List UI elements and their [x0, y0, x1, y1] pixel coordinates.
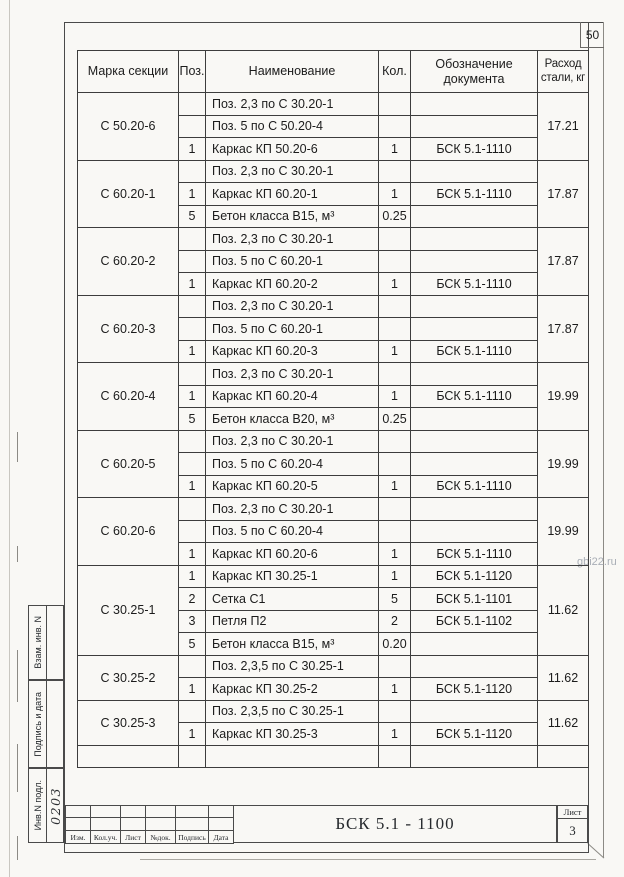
pos-cell: 5	[179, 205, 206, 228]
table-row	[78, 93, 589, 116]
pos-cell: 1	[179, 723, 206, 746]
pos-cell	[179, 453, 206, 476]
mark-cell: С 30.25-3	[78, 700, 179, 745]
empty-cell	[78, 745, 179, 768]
doc-cell	[411, 520, 538, 543]
qty-cell: 0.25	[379, 205, 411, 228]
page-edge-dash-3	[17, 650, 18, 702]
doc-cell: БСК 5.1-1120	[411, 723, 538, 746]
steel-cell: 17.87	[538, 160, 589, 228]
stamp-label: Инв.N подл.	[32, 780, 43, 831]
stamp-label-cell	[29, 769, 47, 842]
pos-cell	[179, 498, 206, 521]
table-row	[78, 498, 589, 521]
steel-cell: 11.62	[538, 700, 589, 745]
page-edge-dash-2	[17, 546, 18, 562]
doc-cell: БСК 5.1-1120	[411, 565, 538, 588]
stamp-label: Подпись и дата	[32, 691, 43, 757]
name-cell: Поз. 2,3,5 по С 30.25-1	[206, 655, 379, 678]
header-name: Наименование	[206, 51, 379, 93]
header-steel: Расход стали, кг	[538, 51, 589, 93]
page-edge-right	[603, 22, 604, 858]
doc-cell	[411, 160, 538, 183]
name-cell: Каркас КП 60.20-3	[206, 340, 379, 363]
qty-cell	[379, 115, 411, 138]
spec-table-body	[78, 93, 589, 768]
pos-cell: 1	[179, 340, 206, 363]
pos-cell	[179, 318, 206, 341]
doc-cell	[411, 430, 538, 453]
stamp-label: Взам. инв. N	[32, 616, 43, 669]
qty-cell: 1	[379, 565, 411, 588]
revision-label: Изм.	[66, 831, 91, 844]
stamp-box-podpis	[28, 680, 64, 768]
name-cell: Поз. 5 по С 60.20-1	[206, 250, 379, 273]
pos-cell	[179, 160, 206, 183]
qty-cell	[379, 520, 411, 543]
qty-cell: 1	[379, 183, 411, 206]
name-cell: Каркас КП 60.20-1	[206, 183, 379, 206]
qty-cell: 2	[379, 610, 411, 633]
table-row-empty	[78, 745, 589, 768]
empty-cell	[538, 745, 589, 768]
qty-cell	[379, 250, 411, 273]
header-mark: Марка секции	[78, 51, 179, 93]
mark-cell: С 60.20-4	[78, 363, 179, 431]
pos-cell	[179, 115, 206, 138]
doc-cell: БСК 5.1-1110	[411, 475, 538, 498]
name-cell: Петля П2	[206, 610, 379, 633]
doc-cell	[411, 700, 538, 723]
qty-cell: 0.20	[379, 633, 411, 656]
pos-cell: 1	[179, 138, 206, 161]
page-edge-left	[9, 0, 10, 877]
document-number-box: БСК 5.1 - 1100	[233, 805, 557, 843]
header-pos: Поз.	[179, 51, 206, 93]
doc-cell: БСК 5.1-1110	[411, 385, 538, 408]
qty-cell: 1	[379, 273, 411, 296]
stamp-value-cell	[47, 606, 63, 679]
table-row	[78, 700, 589, 723]
mark-cell: С 50.20-6	[78, 93, 179, 161]
doc-cell: БСК 5.1-1110	[411, 183, 538, 206]
revision-row-empty	[66, 818, 234, 831]
qty-cell	[379, 430, 411, 453]
doc-cell: БСК 5.1-1110	[411, 138, 538, 161]
qty-cell: 0.25	[379, 408, 411, 431]
qty-cell: 1	[379, 385, 411, 408]
name-cell: Сетка С1	[206, 588, 379, 611]
name-cell: Каркас КП 30.25-3	[206, 723, 379, 746]
mark-cell: С 60.20-5	[78, 430, 179, 498]
qty-cell	[379, 318, 411, 341]
qty-cell: 1	[379, 678, 411, 701]
steel-cell: 19.99	[538, 363, 589, 431]
steel-cell: 17.87	[538, 295, 589, 363]
empty-cell	[206, 745, 379, 768]
pos-cell	[179, 430, 206, 453]
doc-cell	[411, 295, 538, 318]
qty-cell: 1	[379, 340, 411, 363]
pos-cell: 1	[179, 183, 206, 206]
page-edge-dash-1	[17, 432, 18, 462]
qty-cell	[379, 228, 411, 251]
stamp-label-cell	[29, 606, 47, 679]
pos-cell	[179, 363, 206, 386]
pos-cell: 1	[179, 475, 206, 498]
corner-sheet-number: 50	[580, 22, 604, 48]
name-cell: Поз. 2,3 по С 30.20-1	[206, 228, 379, 251]
mark-cell: С 30.25-1	[78, 565, 179, 655]
qty-cell: 5	[379, 588, 411, 611]
revision-table	[65, 805, 234, 844]
name-cell: Поз. 5 по С 60.20-4	[206, 520, 379, 543]
qty-cell	[379, 160, 411, 183]
doc-cell	[411, 228, 538, 251]
stamp-value-cell	[47, 769, 63, 842]
doc-cell: БСК 5.1-1110	[411, 340, 538, 363]
pos-cell: 5	[179, 408, 206, 431]
pos-cell	[179, 295, 206, 318]
name-cell: Каркас КП 30.25-1	[206, 565, 379, 588]
name-cell: Каркас КП 60.20-2	[206, 273, 379, 296]
revision-label: Лист	[121, 831, 146, 844]
pos-cell	[179, 700, 206, 723]
revision-label: №док.	[146, 831, 176, 844]
qty-cell	[379, 93, 411, 116]
name-cell: Каркас КП 30.25-2	[206, 678, 379, 701]
doc-cell: БСК 5.1-1120	[411, 678, 538, 701]
stamp-box-vzam	[28, 605, 64, 680]
pos-cell	[179, 250, 206, 273]
stamp-box-inv	[28, 768, 64, 843]
qty-cell: 1	[379, 543, 411, 566]
revision-row-empty	[66, 806, 234, 818]
name-cell: Поз. 5 по С 50.20-4	[206, 115, 379, 138]
doc-cell: БСК 5.1-1110	[411, 543, 538, 566]
name-cell: Бетон класса В20, м³	[206, 408, 379, 431]
revision-label: Кол.уч.	[91, 831, 121, 844]
pos-cell: 1	[179, 385, 206, 408]
empty-cell	[379, 745, 411, 768]
pos-cell	[179, 520, 206, 543]
doc-cell: БСК 5.1-1102	[411, 610, 538, 633]
mark-cell: С 60.20-1	[78, 160, 179, 228]
pos-cell: 5	[179, 633, 206, 656]
sheet-label: Лист	[558, 806, 587, 819]
name-cell: Поз. 2,3 по С 30.20-1	[206, 93, 379, 116]
pos-cell: 1	[179, 678, 206, 701]
steel-cell: 17.87	[538, 228, 589, 296]
name-cell: Поз. 5 по С 60.20-4	[206, 453, 379, 476]
name-cell: Бетон класса В15, м³	[206, 205, 379, 228]
table-row	[78, 655, 589, 678]
empty-cell	[179, 745, 206, 768]
pos-cell: 1	[179, 565, 206, 588]
name-cell: Поз. 2,3 по С 30.20-1	[206, 498, 379, 521]
spec-table	[77, 50, 589, 768]
pos-cell: 3	[179, 610, 206, 633]
revision-row-labels	[66, 831, 234, 844]
doc-cell	[411, 453, 538, 476]
steel-cell: 11.62	[538, 565, 589, 655]
doc-cell	[411, 205, 538, 228]
pos-cell	[179, 93, 206, 116]
qty-cell	[379, 700, 411, 723]
stamp-value-cell	[47, 681, 63, 767]
page-edge-dash-5	[17, 836, 18, 860]
steel-cell: 17.21	[538, 93, 589, 161]
name-cell: Каркас КП 60.20-5	[206, 475, 379, 498]
revision-label: Дата	[209, 831, 234, 844]
pos-cell	[179, 228, 206, 251]
empty-cell	[411, 745, 538, 768]
steel-cell: 11.62	[538, 655, 589, 700]
watermark-text: gbi22.ru	[577, 556, 617, 568]
name-cell: Каркас КП 60.20-6	[206, 543, 379, 566]
doc-cell	[411, 318, 538, 341]
qty-cell	[379, 453, 411, 476]
name-cell: Поз. 2,3 по С 30.20-1	[206, 363, 379, 386]
mark-cell: С 60.20-6	[78, 498, 179, 566]
name-cell: Бетон класса В15, м³	[206, 633, 379, 656]
doc-cell: БСК 5.1-1101	[411, 588, 538, 611]
name-cell: Поз. 5 по С 60.20-1	[206, 318, 379, 341]
page-edge-bottom	[140, 859, 596, 860]
pos-cell: 1	[179, 273, 206, 296]
table-row	[78, 430, 589, 453]
doc-cell	[411, 655, 538, 678]
table-row	[78, 363, 589, 386]
header-doc: Обозначение документа	[411, 51, 538, 93]
qty-cell	[379, 498, 411, 521]
doc-cell	[411, 93, 538, 116]
qty-cell: 1	[379, 723, 411, 746]
mark-cell: С 60.20-2	[78, 228, 179, 296]
doc-cell	[411, 633, 538, 656]
mark-cell: С 60.20-3	[78, 295, 179, 363]
sheet-number-box	[557, 805, 588, 843]
handwritten-inventory-number: 0203	[47, 786, 63, 825]
header-qty: Кол.	[379, 51, 411, 93]
stamp-label-cell	[29, 681, 47, 767]
header-row	[78, 51, 589, 93]
corner-fold-line	[587, 843, 604, 858]
pos-cell: 2	[179, 588, 206, 611]
pos-cell: 1	[179, 543, 206, 566]
qty-cell: 1	[379, 475, 411, 498]
qty-cell	[379, 655, 411, 678]
name-cell: Каркас КП 60.20-4	[206, 385, 379, 408]
name-cell: Каркас КП 50.20-6	[206, 138, 379, 161]
mark-cell: С 30.25-2	[78, 655, 179, 700]
doc-cell	[411, 363, 538, 386]
page-edge-dash-4	[17, 744, 18, 792]
table-row	[78, 565, 589, 588]
qty-cell: 1	[379, 138, 411, 161]
name-cell: Поз. 2,3 по С 30.20-1	[206, 295, 379, 318]
steel-cell: 19.99	[538, 498, 589, 566]
qty-cell	[379, 363, 411, 386]
sheet-value: 3	[569, 822, 576, 838]
steel-cell: 19.99	[538, 430, 589, 498]
name-cell: Поз. 2,3 по С 30.20-1	[206, 430, 379, 453]
doc-cell	[411, 408, 538, 431]
pos-cell	[179, 655, 206, 678]
name-cell: Поз. 2,3 по С 30.20-1	[206, 160, 379, 183]
table-row	[78, 160, 589, 183]
table-row	[78, 228, 589, 251]
revision-label: Подпись	[176, 831, 209, 844]
doc-cell	[411, 498, 538, 521]
doc-cell	[411, 250, 538, 273]
table-row	[78, 295, 589, 318]
name-cell: Поз. 2,3,5 по С 30.25-1	[206, 700, 379, 723]
doc-cell: БСК 5.1-1110	[411, 273, 538, 296]
qty-cell	[379, 295, 411, 318]
doc-cell	[411, 115, 538, 138]
